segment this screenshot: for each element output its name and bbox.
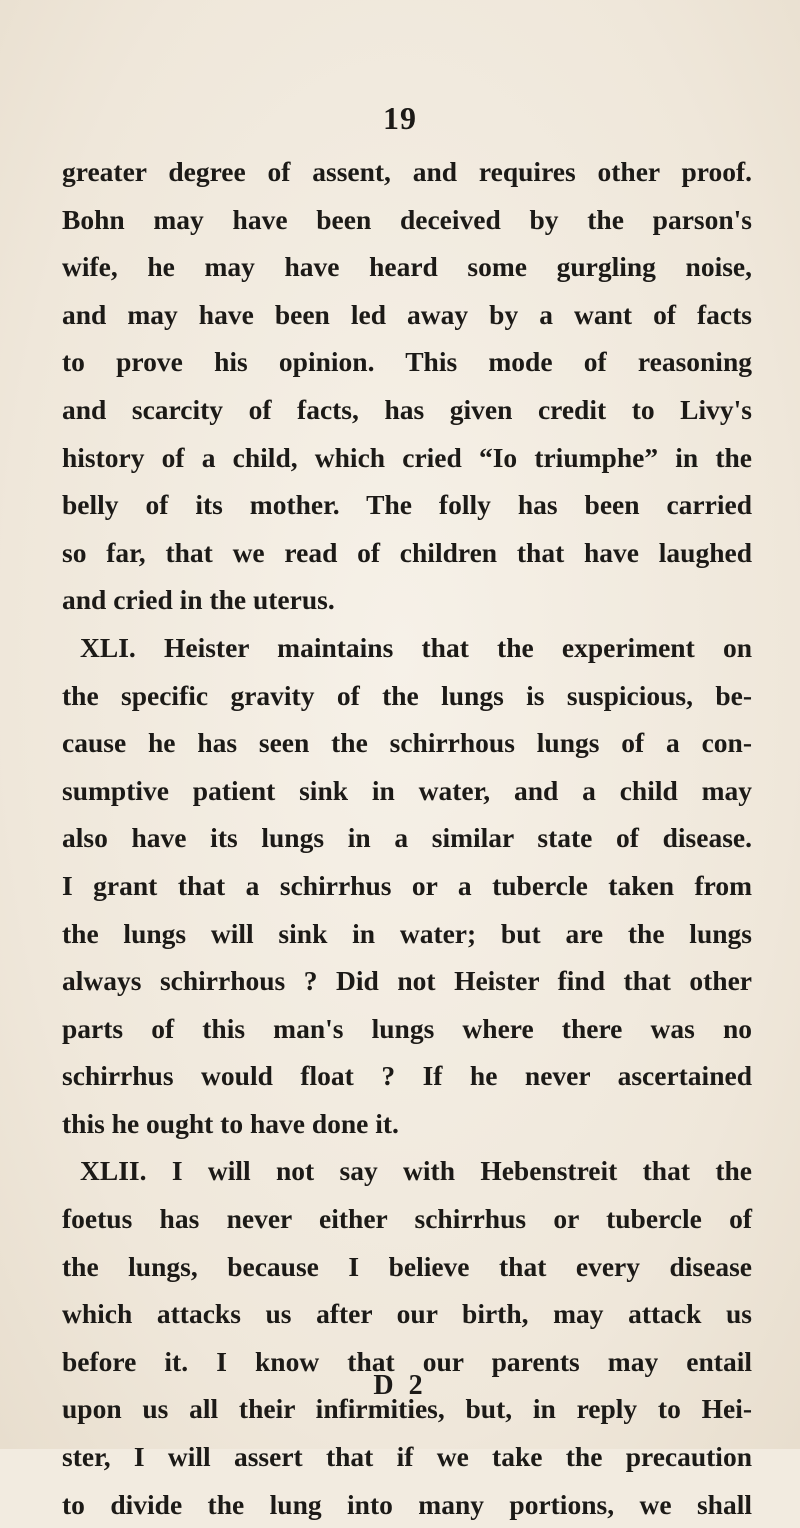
text-line: upon us all their infirmities, but, in reply to Hei- — [62, 1393, 752, 1425]
text-line: the lungs will sink in water; but are the lungs — [62, 917, 752, 949]
text-line: so far, that we read of children that have laughed — [62, 536, 752, 568]
text-line-section-xli: XLI. Heister maintains that the experiment on — [80, 631, 752, 663]
text-line: parts of this man's lungs where there was no — [62, 1012, 752, 1044]
text-line: and cried in the uterus. — [62, 584, 335, 616]
text-line: also have its lungs in a similar state of disease. — [62, 822, 752, 854]
text-line: Bohn may have been deceived by the parson's — [62, 203, 752, 235]
text-line: sumptive patient sink in water, and a child may — [62, 774, 752, 806]
body-text — [62, 148, 752, 1528]
text-line: always schirrhous ? Did not Heister find that other — [62, 965, 752, 997]
text-line: greater degree of assent, and requires other proof. — [62, 156, 752, 187]
text-line: foetus has never either schirrhus or tubercle of — [62, 1203, 752, 1235]
text-line: the lungs, because I believe that every disease — [62, 1250, 752, 1282]
text-line: and may have been led away by a want of facts — [62, 298, 752, 330]
text-line: belly of its mother. The folly has been carried — [62, 489, 752, 521]
text-line: which attacks us after our birth, may attack us — [62, 1298, 752, 1330]
text-line: schirrhus would float ? If he never ascertained — [62, 1060, 752, 1092]
text-line: wife, he may have heard some gurgling noise, — [62, 251, 752, 283]
text-line: I grant that a schirrhus or a tubercle taken from — [62, 869, 752, 901]
text-line: to divide the lung into many portions, we shall — [62, 1488, 752, 1520]
text-line: ster, I will assert that if we take the precaution — [62, 1441, 752, 1473]
text-line: history of a child, which cried “Io triumphe” in the — [62, 441, 752, 473]
signature-mark: D 2 — [373, 1370, 427, 1401]
text-line: before it. I know that our parents may entail — [62, 1345, 752, 1377]
page-number: 19 — [383, 100, 417, 136]
text-line: cause he has seen the schirrhous lungs of a con- — [62, 727, 752, 759]
text-line: the specific gravity of the lungs is suspicious, be- — [62, 679, 752, 711]
text-line: to prove his opinion. This mode of reasoning — [62, 346, 752, 378]
text-line: and scarcity of facts, has given credit to Livy's — [62, 393, 752, 425]
text-line-section-xlii: XLII. I will not say with Hebenstreit that the — [80, 1155, 752, 1187]
text-line: this he ought to have done it. — [62, 1107, 399, 1139]
